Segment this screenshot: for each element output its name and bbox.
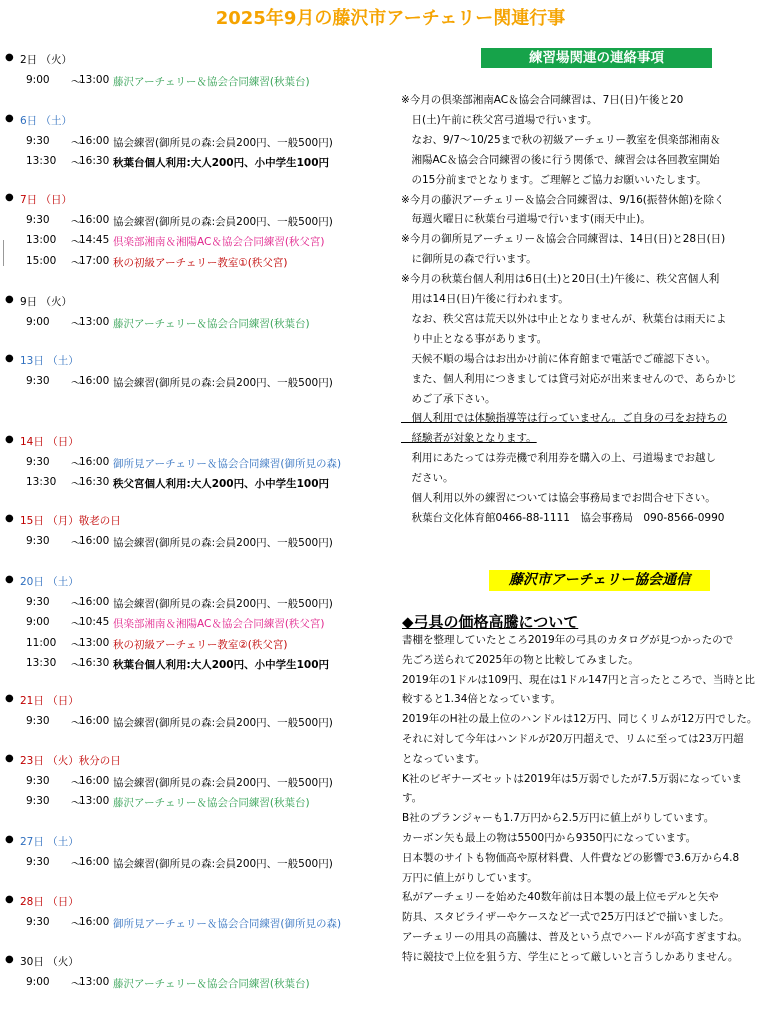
event-description: 倶楽部湘南＆湘陽AC＆協会合同練習(秋父宮) <box>113 236 325 249</box>
event-description: 秋の初級アーチェリー教室②(秩父宮) <box>113 638 288 651</box>
event-start-time: 11:00 <box>26 636 57 649</box>
day-bullet: ● <box>5 434 14 445</box>
event-end-time: 13:00 <box>79 74 110 86</box>
day-date: 9日 （火） <box>20 296 73 308</box>
event-end-time: 16:00 <box>79 715 110 727</box>
article-line: 万円に値上がりしています。 <box>402 871 538 884</box>
day-bullet: ● <box>5 693 14 704</box>
notice-line: 秋葉台文化体育館0466-88-1111 協会事務局 090-8566-0990 <box>401 511 725 524</box>
time-separator: ～ <box>71 858 82 870</box>
time-separator: ～ <box>71 638 82 651</box>
notice-line: 利用にあたっては券売機で利用券を購入の上、弓道場までお越し <box>401 452 716 465</box>
event-end-time: 16:00 <box>79 775 110 787</box>
time-separator: ～ <box>71 618 82 631</box>
time-separator: ～ <box>71 256 82 269</box>
event-start-time: 9:30 <box>26 856 50 868</box>
day-bullet: ● <box>5 834 14 845</box>
notice-line: なお、秩父宮は荒天以外は中止となりませんが、秋葉台は雨天によ <box>401 312 727 325</box>
event-end-time: 13:00 <box>79 636 110 649</box>
notice-line: ※今月の御所見アーチェリー＆協会合同練習は、14日(日)と28日(日) <box>401 233 726 246</box>
practice-notice-header-text: 練習場関連の連絡事項 <box>529 50 664 66</box>
day-bullet: ● <box>5 52 14 63</box>
event-start-time: 9:30 <box>26 775 50 787</box>
page-title: 2025年9月の藤沢市アーチェリー関連行事 <box>215 8 566 29</box>
event-start-time: 9:00 <box>26 74 50 86</box>
day-bullet: ● <box>5 513 14 524</box>
notice-line: めご了承下さい。 <box>401 392 496 405</box>
event-description: 藤沢アーチェリー＆協会合同練習(秋葉台) <box>113 978 310 990</box>
event-description: 協会練習(御所見の森:会員200円、一般500円) <box>113 777 333 789</box>
notice-line: 用は14日(日)午後に行われます。 <box>401 293 569 305</box>
event-description: 秩父宮個人利用:大人200円、小中学生100円 <box>113 478 330 491</box>
time-separator: ～ <box>71 978 82 990</box>
time-separator: ～ <box>71 537 82 549</box>
event-end-time: 16:00 <box>79 916 110 928</box>
event-end-time: 16:30 <box>79 476 110 489</box>
practice-notice-header <box>481 48 712 68</box>
event-description: 協会練習(御所見の森:会員200円、一般500円) <box>113 137 333 149</box>
event-start-time: 9:30 <box>26 135 50 147</box>
article-line: B社のプランジャーも1.7万円から2.5万円に値上がりしています。 <box>402 812 715 825</box>
event-description: 秋の初級アーチェリー教室①(秩父宮) <box>113 256 288 269</box>
event-description: 協会練習(御所見の森:会員200円、一般500円) <box>113 216 333 228</box>
article-line: 防具、スタビライザーやケースなど一式で25万円ほどで揃いました。 <box>402 911 730 924</box>
event-end-time: 16:30 <box>79 155 110 168</box>
event-end-time: 14:45 <box>79 234 110 247</box>
event-start-time: 15:00 <box>26 254 57 267</box>
event-end-time: 16:00 <box>79 456 110 468</box>
event-start-time: 13:30 <box>26 657 57 670</box>
day-bullet: ● <box>5 753 14 764</box>
event-start-time: 9:30 <box>26 535 50 547</box>
article-line: 書棚を整理していたところ2019年の弓具のカタログが見つかったので <box>402 634 734 646</box>
day-date: 7日 （日） <box>20 194 73 206</box>
day-date: 27日 （土） <box>20 836 79 848</box>
event-description: 倶楽部湘南＆湘陽AC＆協会合同練習(秩父宮) <box>113 618 325 631</box>
article-line: それに対して今年はハンドルが20万円超えで、リムに至っては23万円超 <box>402 733 744 745</box>
day-date: 14日 （日） <box>20 436 79 448</box>
event-description: 秋葉台個人利用:大人200円、小中学生100円 <box>113 157 330 170</box>
day-bullet: ● <box>5 353 14 364</box>
event-start-time: 9:30 <box>26 375 50 387</box>
event-start-time: 9:30 <box>26 715 50 727</box>
time-separator: ～ <box>71 797 82 810</box>
event-start-time: 13:00 <box>26 234 57 247</box>
time-separator: ～ <box>71 137 82 149</box>
event-end-time: 16:30 <box>79 657 110 670</box>
article-line: 私がアーチェリーを始めた40数年前は日本製の最上位モデルと矢や <box>402 891 719 904</box>
day-bullet: ● <box>5 954 14 965</box>
article-line: 特に競技で上位を狙う方、学生にとって厳しいと言うしかありません。 <box>402 950 739 963</box>
event-description: 秋葉台個人利用:大人200円、小中学生100円 <box>113 659 330 672</box>
article-line: す。 <box>402 792 423 805</box>
event-start-time: 13:30 <box>26 476 57 489</box>
event-end-time: 17:00 <box>79 254 110 267</box>
notice-line: なお、9/7～10/25まで秋の初級アーチェリー教室を倶楽部湘南＆ <box>401 133 721 146</box>
event-description: 協会練習(御所見の森:会員200円、一般500円) <box>113 537 333 549</box>
event-start-time: 9:00 <box>26 316 50 328</box>
time-separator: ～ <box>71 717 82 729</box>
notice-line: 日(土)午前に秩父宮弓道場で行います。 <box>401 113 598 126</box>
event-end-time: 16:00 <box>79 375 110 387</box>
event-start-time: 9:00 <box>26 976 50 988</box>
event-description: 協会練習(御所見の森:会員200円、一般500円) <box>113 858 333 870</box>
time-separator: ～ <box>71 236 82 249</box>
association-news-header-text: 藤沢市アーチェリー協会通信 <box>508 572 691 588</box>
event-description: 藤沢アーチェリー＆協会合同練習(秋葉台) <box>113 318 310 330</box>
time-separator: ～ <box>71 918 82 930</box>
day-bullet: ● <box>5 294 14 305</box>
article-line: 2019年のH社の最上位のハンドルは12万円、同じくリムが12万円でした。 <box>402 713 758 726</box>
event-description: 藤沢アーチェリー＆協会合同練習(秋葉台) <box>113 76 310 88</box>
article-line: 日本製のサイトも物価高や原材料費、人件費などの影響で3.6万から4.8 <box>402 851 740 864</box>
day-date: 20日 （土） <box>20 576 79 588</box>
notice-line: また、個人利用につきましては貸弓対応が出来ませんので、あらかじ <box>401 372 737 385</box>
association-news-header <box>489 570 710 591</box>
event-start-time: 13:30 <box>26 155 57 168</box>
time-separator: ～ <box>71 478 82 491</box>
notice-line: 経験者が対象となります。 <box>401 432 537 445</box>
event-start-time: 9:00 <box>26 616 50 629</box>
day-date: 30日 （火） <box>20 956 79 968</box>
day-date: 2日 （火） <box>20 54 73 66</box>
event-end-time: 16:00 <box>79 214 110 226</box>
notice-line: 毎週火曜日に秋葉台弓道場で行います(雨天中止)。 <box>401 213 651 226</box>
notice-line: 個人利用以外の練習については協会事務局までお問合せ下さい。 <box>401 492 716 504</box>
event-end-time: 10:45 <box>79 616 110 629</box>
event-description: 御所見アーチェリー＆協会合同練習(御所見の森) <box>113 458 342 470</box>
article-line: アーチェリーの用具の高騰は、普及という点でハードルが高すぎますね。 <box>402 931 748 943</box>
day-date: 28日 （日） <box>20 896 79 908</box>
time-separator: ～ <box>71 659 82 672</box>
day-bullet: ● <box>5 192 14 203</box>
event-end-time: 13:00 <box>79 976 110 988</box>
article-line: カーボン矢も最上の物は5500円から9350円になっています。 <box>402 832 697 844</box>
notice-line: 湘陽AC＆協会合同練習の後に行う関係で、練習会は各回教室開始 <box>401 153 720 166</box>
time-separator: ～ <box>71 157 82 170</box>
time-separator: ～ <box>71 458 82 470</box>
divider <box>3 240 4 266</box>
article-line: 2019年の1ドルは109円、現在は1ドル147円と言ったところで、当時と比 <box>402 673 755 686</box>
event-start-time: 9:30 <box>26 596 50 608</box>
event-description: 藤沢アーチェリー＆協会合同練習(秋葉台) <box>113 797 310 810</box>
event-end-time: 13:00 <box>79 795 110 808</box>
article-line: 較すると1.34倍となっています。 <box>402 693 562 706</box>
event-start-time: 9:30 <box>26 916 50 928</box>
day-bullet: ● <box>5 574 14 585</box>
notice-line: 天候不順の場合はお出かけ前に体育館まで電話でご確認下さい。 <box>401 352 716 365</box>
day-date: 6日 （土） <box>20 115 73 127</box>
event-description: 協会練習(御所見の森:会員200円、一般500円) <box>113 717 333 729</box>
article-line: となっています。 <box>402 752 486 765</box>
notice-line: に御所見の森で行います。 <box>401 253 537 266</box>
day-bullet: ● <box>5 113 14 124</box>
event-start-time: 9:30 <box>26 214 50 226</box>
event-end-time: 16:00 <box>79 535 110 547</box>
event-end-time: 13:00 <box>79 316 110 328</box>
event-description: 協会練習(御所見の森:会員200円、一般500円) <box>113 377 333 389</box>
article-line: K社のビギナーズセットは2019年は5万弱でしたが7.5万弱になっていま <box>402 772 742 785</box>
day-date: 21日 （日） <box>20 695 79 707</box>
event-start-time: 9:30 <box>26 795 50 808</box>
event-end-time: 16:00 <box>79 856 110 868</box>
notice-line: ※今月の藤沢アーチェリー＆協会合同練習は、9/16(振替休館)を除く <box>401 193 725 206</box>
event-end-time: 16:00 <box>79 135 110 147</box>
time-separator: ～ <box>71 318 82 330</box>
day-date: 13日 （土） <box>20 355 79 367</box>
article-line: 先ごろ送られて2025年の物と比較してみました。 <box>402 653 639 666</box>
notice-line: 個人利用では体験指導等は行っていません。ご自身の弓をお持ちの <box>401 412 728 425</box>
article-title: ◆弓具の価格高騰について <box>402 613 579 631</box>
event-start-time: 9:30 <box>26 456 50 468</box>
notice-line: の15分前までとなります。ご理解とご協力お願いいたします。 <box>401 173 707 186</box>
time-separator: ～ <box>71 216 82 228</box>
day-bullet: ● <box>5 894 14 905</box>
notice-line: ※今月の倶楽部湘南AC＆協会合同練習は、7日(日)午後と20 <box>401 94 684 106</box>
time-separator: ～ <box>71 76 82 88</box>
notice-line: り中止となる事があります。 <box>401 332 548 345</box>
time-separator: ～ <box>71 777 82 789</box>
time-separator: ～ <box>71 598 82 610</box>
event-description: 協会練習(御所見の森:会員200円、一般500円) <box>113 598 333 610</box>
notice-line: ※今月の秋葉台個人利用は6日(土)と20日(土)午後に、秩父宮個人利 <box>401 273 720 286</box>
event-end-time: 16:00 <box>79 596 110 608</box>
day-date: 15日 （月）敬老の日 <box>20 515 121 527</box>
time-separator: ～ <box>71 377 82 389</box>
notice-line: ださい。 <box>401 472 454 485</box>
day-date: 23日 （火）秋分の日 <box>20 755 121 767</box>
event-description: 御所見アーチェリー＆協会合同練習(御所見の森) <box>113 918 342 930</box>
